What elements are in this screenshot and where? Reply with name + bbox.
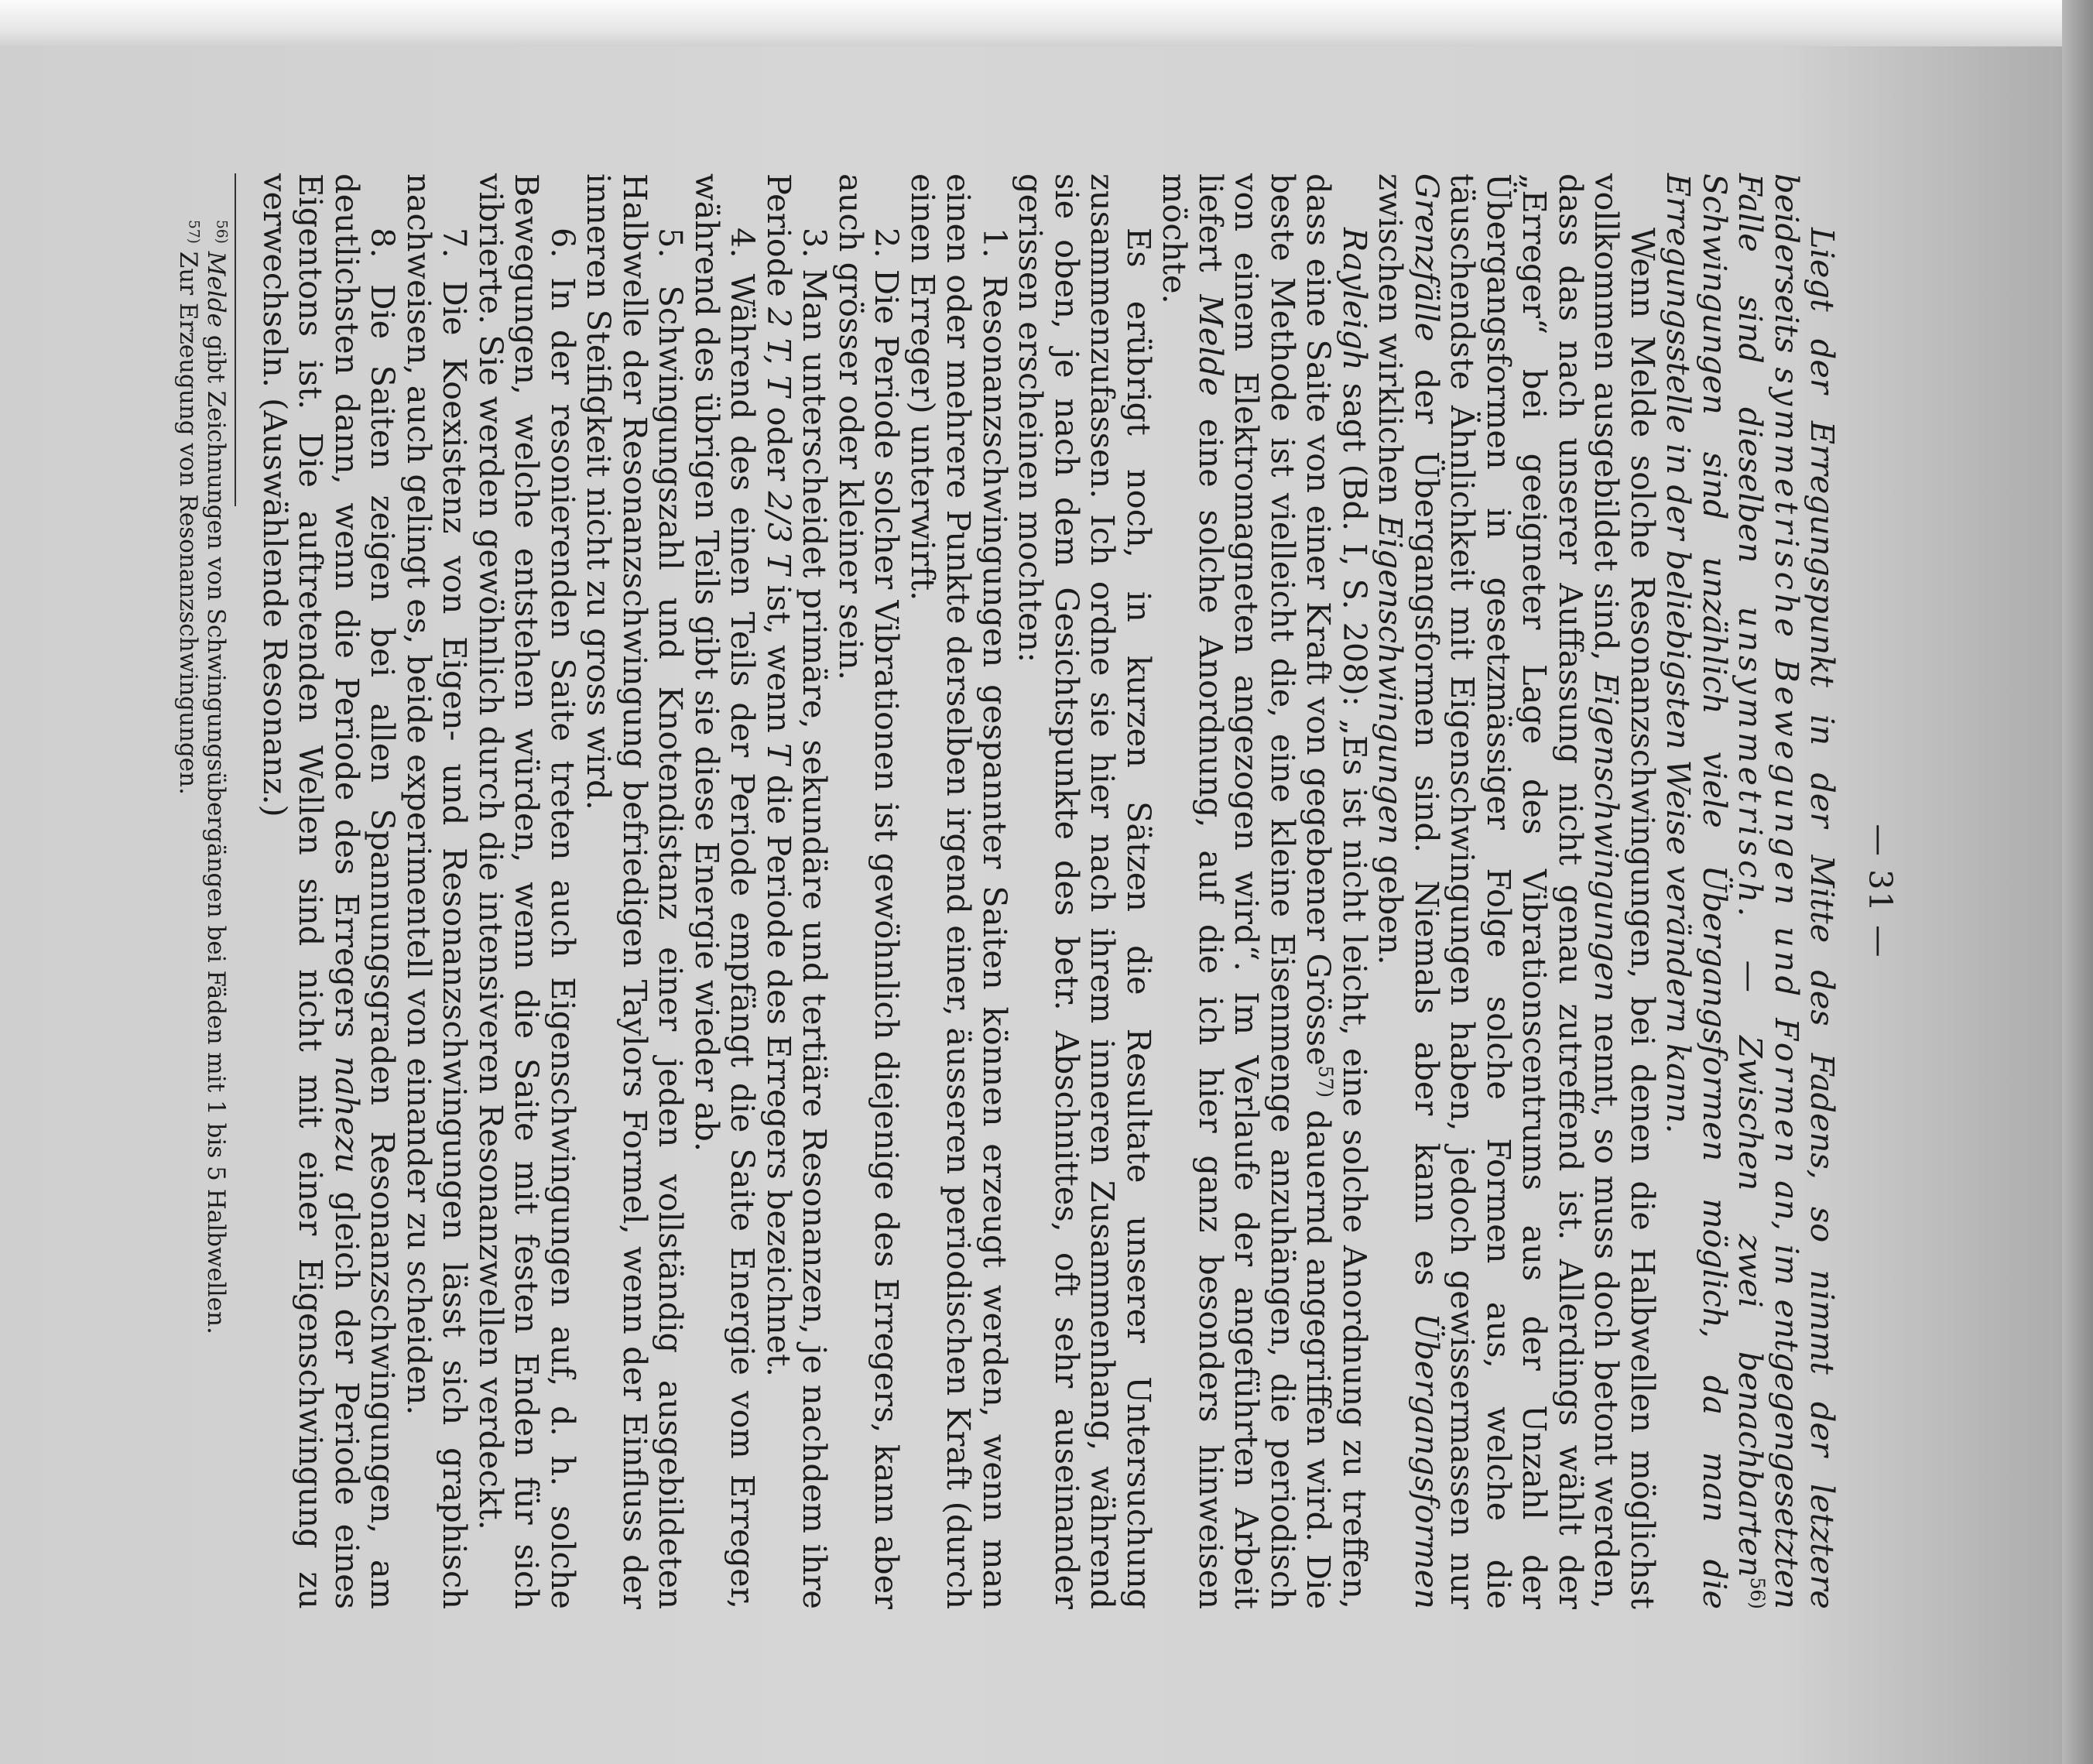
item8-text-a: 8. Die Saiten zeigen bei allen Spannungsgraden Resonanzschwingungen, am deutlichsten dann, wenn die Periode des Erregers xyxy=(328,173,402,1609)
list-item-8 xyxy=(257,173,401,1609)
para2-text-e: geben. xyxy=(1372,844,1410,965)
para3-em-a: Rayleigh xyxy=(1336,228,1374,371)
item3-text-c: ist, wenn xyxy=(760,574,798,743)
footnote-57-text: Zur Erzeugung von Resonanzschwingungen. xyxy=(174,243,203,795)
paragraph-melde xyxy=(1372,173,1660,1609)
list-item-3 xyxy=(761,173,833,1609)
list-item-4: 4. Während des einen Teils der Periode empfängt die Saite Energie vom Erreger, während des übrigen Teils gibt sie diese Energie wieder ab. xyxy=(688,173,762,1609)
para3-text-b: dauernd angegriffen wird. Die beste Methode ist vielleicht die, eine kleine Eisenmenge anzuhängen, die periodisch von einem Elektromagneten angezogen wird“. Im Verlaufe der angeführten Arbeit liefert xyxy=(1192,173,1338,1609)
item3-text-a: 3. Man unterscheidet primäre, sekundäre und tertiäre Resonanzen, je nachdem ihre Periode xyxy=(760,173,834,1609)
para1-spaced-a: symmetrische Bewegungen und Formen xyxy=(1768,367,1806,1167)
list-item-7: 7. Die Koexistenz von Eigen- und Resonanzschwingungen lässt sich graphisch nachweisen, auch gelingt es, beide experimentell von einander zu scheiden. xyxy=(400,173,474,1609)
para1-text-d: Schwingungen sind unzählich viele Übergangsformen möglich, da man die Erregungsstelle in der beliebigsten Weise verändern kann. xyxy=(1660,173,1734,1609)
rotated-text-page xyxy=(25,173,1898,1609)
footnote-57 xyxy=(175,173,203,1609)
para2-text-a: Wenn Melde solche Resonanzschwingungen, bei denen die Halbwellen möglichst vollkommen ausgebildet sind, xyxy=(1588,173,1662,1609)
para2-em-c: Übergangsformen xyxy=(1408,1313,1446,1609)
para3-text-c: eine solche Anordnung, auf die ich hier ganz besonders hinweisen möchte. xyxy=(1156,173,1230,1609)
scan-top-edge xyxy=(0,0,2093,46)
item8-text-b: gleich der Periode eines Eigentons ist. Die auftretenden Wellen sind nicht mit einer Eigenschwingung zu verwechseln. (Auswählende Resonanz.) xyxy=(256,173,366,1609)
para3-em-b: Melde xyxy=(1192,294,1230,396)
para2-text-c: der Übergangsformen sind. Niemals aber kann es xyxy=(1408,341,1446,1314)
para1-text-a: Liegt der Erregungspunkt in der Mitte des Fadens, so nimmt der letztere beiderseits xyxy=(1768,173,1842,1609)
footnote-56-name: Melde xyxy=(202,251,231,327)
footnote-57-mark: 57) xyxy=(185,220,202,244)
para2-em-a: Eigenschwingungen xyxy=(1588,672,1626,1002)
para3-text-a: sagt (Bd. I, S. 208): „Es ist nicht leicht, eine solche Anordnung zu treffen, dass eine Saite von einer Kraft von gegebener Grösse xyxy=(1300,173,1374,1609)
item8-em: nahezu xyxy=(328,1056,366,1173)
footnote-ref-57: 57) xyxy=(1314,1065,1338,1098)
page-number: — 31 — xyxy=(1862,824,1899,959)
para1-spaced-b: unsymmetrisch xyxy=(1732,606,1770,907)
item3-text-b: oder xyxy=(760,396,798,492)
paragraph-symmetry xyxy=(1660,173,1841,1609)
para2-text-d: zwischen wirklichen xyxy=(1372,173,1410,515)
footnote-divider xyxy=(235,173,237,506)
footnote-56 xyxy=(203,173,231,1609)
footnote-56-text: gibt Zeichnungen von Schwingungsübergängen bei Fäden mit 1 bis 5 Halbwellen. xyxy=(202,327,231,1334)
para1-text-b: an, im entgegengesetzten Falle sind dieselben xyxy=(1732,173,1806,1610)
scan-right-edge xyxy=(2062,0,2093,1764)
footnote-56-mark: 56) xyxy=(213,220,230,244)
list-item-2: 2. Die Periode solcher Vibrationen ist gewöhnlich diejenige des Erregers, kann aber auch grösser oder kleiner sein. xyxy=(832,173,906,1609)
para2-text-b: nennt, so muss doch betont werden, dass das nach unserer Auffassung nicht genau zutreffend ist. Allerdings wählt der „Erreger“ bei geeigneter Lage des Vibrationscentrums aus der Unzahl der Übergangsformen in gesetzmässiger Folge solche Formen aus, welche die täuschendste Ähnlichkeit mit Eigenschwingungen haben, jedoch gewissermassen nur xyxy=(1444,173,1626,1609)
item3-em-a: 2 T, T xyxy=(760,307,798,397)
list-item-6: 6. In der resonierenden Saite treten auch Eigenschwingungen auf, d. h. solche Bewegungen, welche entstehen würden, wenn die Saite mit festen Enden für sich vibrierte. Sie werden gewöhnlich durch die intensiveren Resonanzwellen verdeckt. xyxy=(472,173,582,1609)
paragraph-summary-intro: Es erübrigt noch, in kurzen Sätzen die Resultate unserer Untersuchung zusammenzufassen. Ich ordne sie hier nach ihrem inneren Zusammenhang, während sie oben, je nach dem Gesichtspunkte des betr. Abschnittes, oft sehr auseinander gerissen erscheinen mochten: xyxy=(1012,173,1158,1609)
item3-text-d: die Periode des Erregers bezeichnet. xyxy=(760,764,798,1377)
list-item-5: 5. Schwingungszahl und Knotendistanz einer jeden vollständig ausgebildeten Halbwelle der Resonanzschwingung befriedigen Taylors Formel, wenn der Einfluss der inneren Steifigkeit nicht zu gross wird. xyxy=(580,173,690,1609)
para2-em-b: Grenzfälle xyxy=(1408,173,1446,342)
para1-text-c: . — Zwischen zwei benachbarten xyxy=(1732,906,1770,1577)
paragraph-rayleigh xyxy=(1156,173,1372,1609)
item3-em-c: T xyxy=(760,742,798,765)
item3-em-b: 2/3 T xyxy=(760,491,798,575)
list-item-1: 1. Resonanzschwingungen gespannter Saiten können erzeugt werden, wenn man einen oder mehrere Punkte derselben irgend einer, äusseren periodischen Kraft (durch einen Erreger) unterwirft. xyxy=(904,173,1014,1609)
para2-em-d: Eigenschwingungen xyxy=(1372,515,1410,845)
footnote-ref-56: 56) xyxy=(1746,1577,1769,1609)
